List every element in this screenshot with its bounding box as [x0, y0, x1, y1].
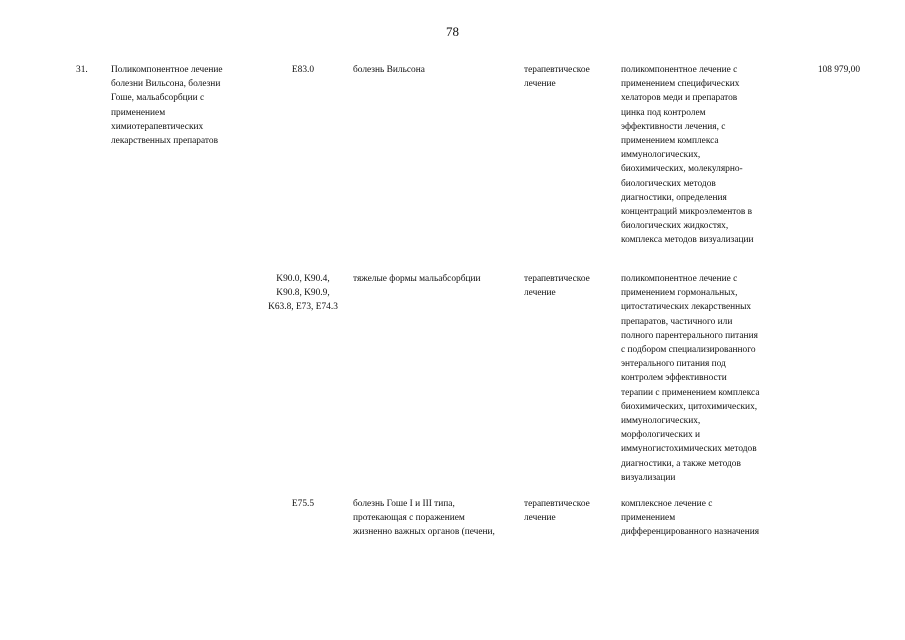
patient-model: болезнь Гоше I и III типа, протекающая с поражением жизненно важных органов (печени,: [353, 499, 495, 538]
patient-model: болезнь Вильсона: [353, 65, 425, 75]
treatment-method: поликомпонентное лечение с применением гормональных, цитостатических лекарственных препаратов, частичного или полного парентерального питания с подбором специализированного энтерального питания под контролем эффективности терапии с применением комплекса биохимических, цитохимических, иммунологических, морфологических и иммуногистохимических методов диагностики, а также методов визуализации: [621, 274, 760, 483]
treatment-kind: терапевтическое лечение: [524, 499, 590, 524]
treatment-method: поликомпонентное лечение с применением специфических хелаторов меди и препаратов цинка под контролем эффективности лечения, с применением комплекса иммунологических, биохимических, молекулярно- биологических методов диагностики, определения концентраций микроэлементов в биологических жидкостях, комплекса методов визуализации: [621, 65, 754, 246]
icd-codes: K90.0, K90.4, K90.8, K90.9, K63.8, E73, E74.3: [268, 274, 338, 313]
entry-number: 31.: [76, 65, 88, 75]
treatment-method: комплексное лечение с применением дифференцированного назначения: [621, 499, 760, 538]
treatment-kind: терапевтическое лечение: [524, 274, 590, 299]
page-number: 78: [446, 24, 459, 39]
icd-codes: E83.0: [291, 65, 315, 75]
treatment-kind: терапевтическое лечение: [524, 65, 590, 90]
treatment-group-name: Поликомпонентное лечение болезни Вильсона, болезни Гоше, мальабсорбции с применением химиотерапевтических лекарственных препаратов: [111, 65, 223, 147]
icd-codes: E75.5: [291, 499, 315, 509]
standard-cost: 108 979,00: [817, 65, 860, 75]
patient-model: тяжелые формы мальабсорбции: [353, 274, 481, 284]
